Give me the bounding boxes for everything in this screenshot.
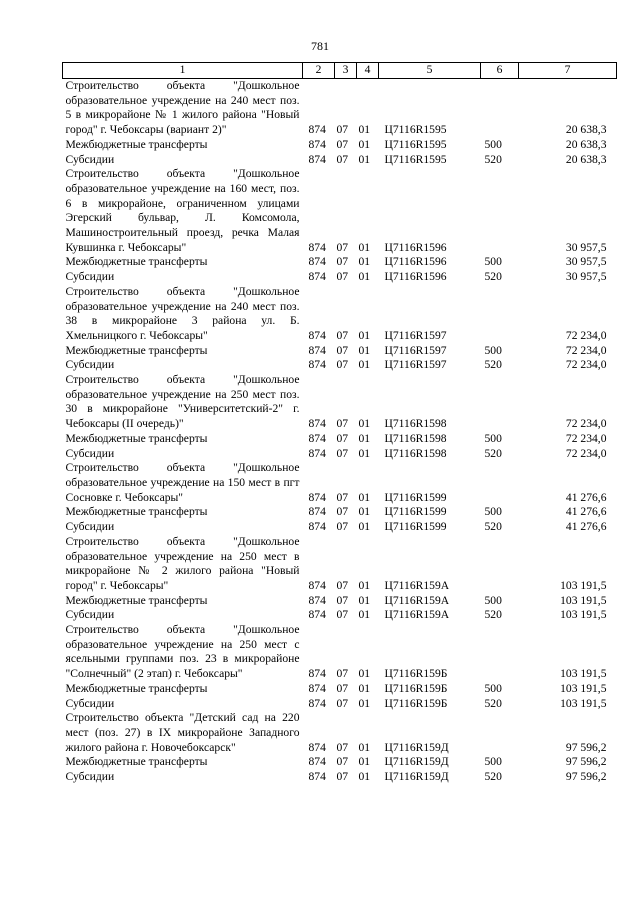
page-number: 781	[311, 39, 329, 53]
row-subsection-code: 01	[358, 667, 371, 681]
row-target-code: Ц7116R1596	[384, 240, 447, 254]
row-description: Строительство объекта "Дошкольное образовательное учреждение на 250 мест с ясельными группами поз. 23 в микрорайоне "Солнечный" (2 этап) г. Чебоксары"	[65, 623, 300, 681]
row-ministry-code: 874	[308, 255, 326, 269]
row-amount: 72 234,0	[565, 417, 607, 431]
row-subsection-code: 01	[358, 770, 371, 784]
row-ministry-code: 874	[308, 328, 326, 342]
row-ministry-code: 874	[308, 358, 326, 372]
row-amount: 97 596,2	[565, 755, 607, 769]
table-row	[63, 697, 617, 712]
row-amount: 41 276,6	[565, 520, 607, 534]
row-description: Межбюджетные трансферты	[65, 755, 208, 769]
table-row	[63, 358, 617, 373]
row-target-code: Ц7116R159А	[384, 593, 450, 607]
row-section-code: 07	[336, 681, 349, 695]
table-row	[63, 682, 617, 697]
row-description: Строительство объекта "Дошкольное образовательное учреждение на 150 мест в пгт Сосновке г. Чебоксары"	[65, 461, 300, 504]
table-row	[63, 711, 617, 755]
row-expense-type	[481, 373, 519, 432]
row-amount: 97 596,2	[565, 740, 607, 754]
table-row	[63, 755, 617, 770]
row-ministry-code: 874	[308, 696, 326, 710]
row-expense-type: 520	[484, 770, 502, 784]
row-expense-type: 520	[484, 358, 502, 372]
row-expense-type: 500	[484, 681, 502, 695]
row-amount: 72 234,0	[565, 328, 607, 342]
column-header: 2	[303, 63, 335, 79]
budget-table	[62, 62, 617, 785]
row-target-code: Ц7116R159А	[384, 608, 450, 622]
row-description: Субсидии	[65, 446, 115, 460]
row-description: Межбюджетные трансферты	[65, 255, 208, 269]
row-target-code: Ц7116R159Б	[384, 681, 448, 695]
table-row	[63, 520, 617, 535]
table-row	[63, 447, 617, 462]
table-row	[63, 461, 617, 505]
row-subsection-code: 01	[358, 417, 371, 431]
row-expense-type: 500	[484, 255, 502, 269]
row-subsection-code: 01	[358, 358, 371, 372]
row-section-code: 07	[336, 446, 349, 460]
row-description: Межбюджетные трансферты	[65, 431, 208, 445]
row-target-code: Ц7116R159А	[384, 578, 450, 592]
column-header: 4	[357, 63, 379, 79]
table-header	[63, 63, 617, 79]
row-section-code: 07	[336, 270, 349, 284]
row-subsection-code: 01	[358, 608, 371, 622]
table-row	[63, 255, 617, 270]
row-target-code: Ц7116R159Д	[384, 770, 449, 784]
row-section-code: 07	[336, 343, 349, 357]
row-section-code: 07	[336, 608, 349, 622]
row-target-code: Ц7116R159Д	[384, 755, 449, 769]
row-expense-type: 500	[484, 343, 502, 357]
row-description: Строительство объекта "Дошкольное образовательное учреждение на 240 мест поз. 5 в микрорайоне № 1 жилого района "Новый город" г. Чебоксары (вариант 2)"	[65, 79, 300, 137]
row-description: Субсидии	[65, 770, 115, 784]
row-description: Субсидии	[65, 520, 115, 534]
row-amount: 103 191,5	[560, 667, 607, 681]
row-section-code: 07	[336, 490, 349, 504]
row-ministry-code: 874	[308, 667, 326, 681]
row-ministry-code: 874	[308, 593, 326, 607]
row-section-code: 07	[336, 520, 349, 534]
table-row	[63, 594, 617, 609]
row-section-code: 07	[336, 152, 349, 166]
row-section-code: 07	[336, 255, 349, 269]
table-row	[63, 138, 617, 153]
row-amount: 72 234,0	[565, 343, 607, 357]
row-description: Строительство объекта "Дошкольное образовательное учреждение на 160 мест, поз. 6 в микрорайоне, ограниченном улицами Эгерский бульвар, Л. Комсомола, Машиностроительный проезд, речка Малая Кувшинка г. Чебоксары"	[65, 167, 300, 254]
table-row	[63, 153, 617, 168]
column-header: 1	[63, 63, 303, 79]
table-row	[63, 373, 617, 432]
row-expense-type	[481, 535, 519, 594]
row-subsection-code: 01	[358, 137, 371, 151]
row-subsection-code: 01	[358, 446, 371, 460]
row-description: Строительство объекта "Дошкольное образовательное учреждение на 250 мест поз. 30 в микрорайоне "Университетский-2" г. Чебоксары (II очередь)"	[65, 373, 300, 431]
row-section-code: 07	[336, 770, 349, 784]
row-ministry-code: 874	[308, 490, 326, 504]
row-description: Строительство объекта "Детский сад на 220 мест (поз. 27) в IX микрорайоне Западного жилого района г. Новочебоксарск"	[65, 711, 300, 754]
row-expense-type	[481, 461, 519, 505]
row-subsection-code: 01	[358, 755, 371, 769]
row-target-code: Ц7116R1599	[384, 520, 447, 534]
row-subsection-code: 01	[358, 740, 371, 754]
row-section-code: 07	[336, 328, 349, 342]
row-expense-type: 520	[484, 696, 502, 710]
row-subsection-code: 01	[358, 152, 371, 166]
row-amount: 72 234,0	[565, 446, 607, 460]
row-section-code: 07	[336, 740, 349, 754]
header-row	[63, 63, 617, 79]
row-section-code: 07	[336, 358, 349, 372]
row-ministry-code: 874	[308, 770, 326, 784]
row-target-code: Ц7116R1595	[384, 123, 447, 137]
table-row	[63, 535, 617, 594]
table-row	[63, 505, 617, 520]
row-expense-type: 520	[484, 446, 502, 460]
row-expense-type: 500	[484, 137, 502, 151]
row-section-code: 07	[336, 755, 349, 769]
row-description: Межбюджетные трансферты	[65, 505, 208, 519]
row-amount: 30 957,5	[565, 240, 607, 254]
row-amount: 103 191,5	[560, 681, 607, 695]
row-amount: 41 276,6	[565, 505, 607, 519]
row-section-code: 07	[336, 123, 349, 137]
row-ministry-code: 874	[308, 152, 326, 166]
row-ministry-code: 874	[308, 681, 326, 695]
row-description: Субсидии	[65, 270, 115, 284]
row-subsection-code: 01	[358, 505, 371, 519]
row-target-code: Ц7116R1599	[384, 490, 447, 504]
row-ministry-code: 874	[308, 755, 326, 769]
column-header: 5	[379, 63, 481, 79]
row-target-code: Ц7116R1595	[384, 152, 447, 166]
row-amount: 103 191,5	[560, 696, 607, 710]
row-amount: 30 957,5	[565, 270, 607, 284]
row-section-code: 07	[336, 696, 349, 710]
table-row	[63, 167, 617, 255]
row-amount: 20 638,3	[565, 152, 607, 166]
row-description: Субсидии	[65, 152, 115, 166]
table-row	[63, 770, 617, 785]
row-subsection-code: 01	[358, 431, 371, 445]
row-amount: 72 234,0	[565, 431, 607, 445]
row-expense-type: 520	[484, 152, 502, 166]
row-target-code: Ц7116R159Б	[384, 667, 448, 681]
row-subsection-code: 01	[358, 520, 371, 534]
table-row	[63, 623, 617, 682]
row-expense-type: 500	[484, 505, 502, 519]
row-expense-type: 520	[484, 270, 502, 284]
row-ministry-code: 874	[308, 270, 326, 284]
row-target-code: Ц7116R1598	[384, 446, 447, 460]
row-section-code: 07	[336, 593, 349, 607]
row-target-code: Ц7116R1597	[384, 343, 447, 357]
table-row	[63, 285, 617, 344]
row-target-code: Ц7116R1595	[384, 137, 447, 151]
row-subsection-code: 01	[358, 270, 371, 284]
row-target-code: Ц7116R159Д	[384, 740, 449, 754]
row-target-code: Ц7116R1597	[384, 358, 447, 372]
row-target-code: Ц7116R1599	[384, 505, 447, 519]
row-ministry-code: 874	[308, 123, 326, 137]
row-subsection-code: 01	[358, 696, 371, 710]
row-expense-type	[481, 167, 519, 255]
table-row	[63, 270, 617, 285]
row-amount: 30 957,5	[565, 255, 607, 269]
row-subsection-code: 01	[358, 343, 371, 357]
row-section-code: 07	[336, 240, 349, 254]
row-description: Межбюджетные трансферты	[65, 681, 208, 695]
table-row	[63, 608, 617, 623]
row-target-code: Ц7116R159Б	[384, 696, 448, 710]
row-section-code: 07	[336, 578, 349, 592]
row-section-code: 07	[336, 431, 349, 445]
row-section-code: 07	[336, 505, 349, 519]
row-subsection-code: 01	[358, 578, 371, 592]
row-ministry-code: 874	[308, 578, 326, 592]
row-ministry-code: 874	[308, 431, 326, 445]
row-amount: 72 234,0	[565, 358, 607, 372]
row-description: Межбюджетные трансферты	[65, 593, 208, 607]
row-expense-type	[481, 79, 519, 138]
row-expense-type	[481, 711, 519, 755]
row-ministry-code: 874	[308, 240, 326, 254]
row-expense-type: 500	[484, 755, 502, 769]
row-amount: 103 191,5	[560, 578, 607, 592]
column-header: 7	[519, 63, 617, 79]
column-header: 6	[481, 63, 519, 79]
row-expense-type: 520	[484, 608, 502, 622]
row-description: Межбюджетные трансферты	[65, 137, 208, 151]
row-ministry-code: 874	[308, 343, 326, 357]
table-row	[63, 79, 617, 138]
row-expense-type: 500	[484, 593, 502, 607]
row-subsection-code: 01	[358, 123, 371, 137]
row-subsection-code: 01	[358, 490, 371, 504]
row-ministry-code: 874	[308, 608, 326, 622]
row-description: Субсидии	[65, 696, 115, 710]
row-amount: 41 276,6	[565, 490, 607, 504]
row-ministry-code: 874	[308, 137, 326, 151]
row-expense-type	[481, 623, 519, 682]
row-description: Строительство объекта "Дошкольное образовательное учреждение на 240 мест поз. 38 в микрорайоне 3 района ул. Б. Хмельницкого г. Чебоксары"	[65, 284, 300, 342]
row-amount: 103 191,5	[560, 593, 607, 607]
row-subsection-code: 01	[358, 593, 371, 607]
row-target-code: Ц7116R1597	[384, 328, 447, 342]
row-expense-type: 500	[484, 431, 502, 445]
row-subsection-code: 01	[358, 681, 371, 695]
table-body	[63, 79, 617, 785]
row-section-code: 07	[336, 137, 349, 151]
row-amount: 97 596,2	[565, 770, 607, 784]
row-target-code: Ц7116R1598	[384, 431, 447, 445]
row-target-code: Ц7116R1596	[384, 255, 447, 269]
row-ministry-code: 874	[308, 740, 326, 754]
row-ministry-code: 874	[308, 446, 326, 460]
row-ministry-code: 874	[308, 520, 326, 534]
row-target-code: Ц7116R1596	[384, 270, 447, 284]
row-ministry-code: 874	[308, 505, 326, 519]
row-description: Субсидии	[65, 358, 115, 372]
row-expense-type	[481, 285, 519, 344]
row-expense-type: 520	[484, 520, 502, 534]
row-section-code: 07	[336, 417, 349, 431]
row-description: Межбюджетные трансферты	[65, 343, 208, 357]
column-header: 3	[335, 63, 357, 79]
row-amount: 20 638,3	[565, 123, 607, 137]
row-subsection-code: 01	[358, 328, 371, 342]
row-target-code: Ц7116R1598	[384, 417, 447, 431]
row-description: Субсидии	[65, 608, 115, 622]
table-row	[63, 344, 617, 359]
table-row	[63, 432, 617, 447]
row-amount: 103 191,5	[560, 608, 607, 622]
row-section-code: 07	[336, 667, 349, 681]
row-amount: 20 638,3	[565, 137, 607, 151]
row-subsection-code: 01	[358, 255, 371, 269]
row-subsection-code: 01	[358, 240, 371, 254]
row-ministry-code: 874	[308, 417, 326, 431]
row-description: Строительство объекта "Дошкольное образовательное учреждение на 250 мест в микрорайоне № 2 жилого района "Новый город" г. Чебоксары"	[65, 534, 300, 592]
